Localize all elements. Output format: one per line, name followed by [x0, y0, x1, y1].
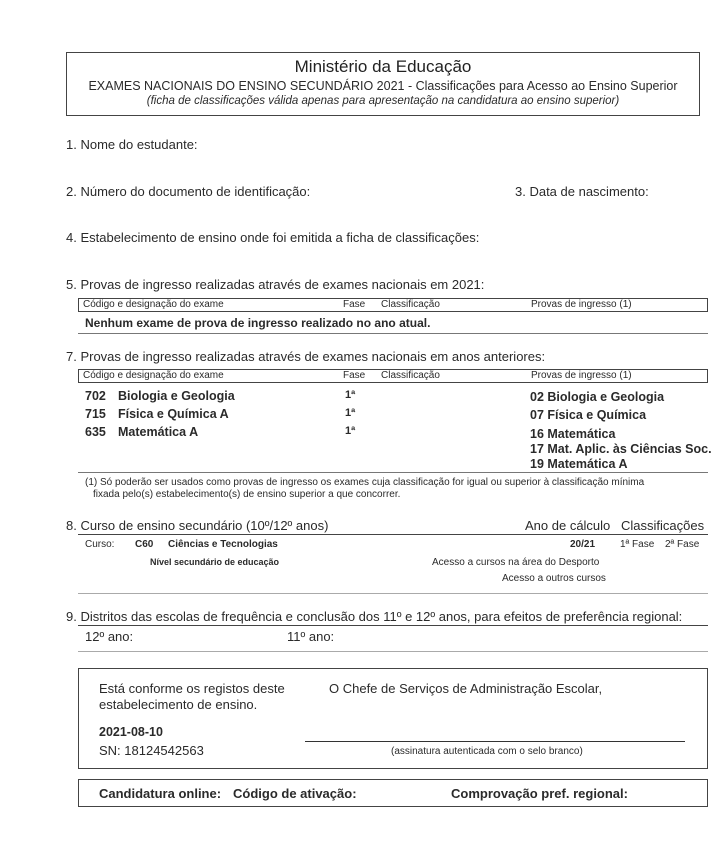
validity-note: (ficha de classificações válida apenas para apresentação na candidatura ao ensino superior) [146, 95, 620, 107]
field-student-name: 1. Nome do estudante: [66, 137, 198, 152]
field-id-number: 2. Número do documento de identificação: [66, 184, 311, 199]
col-classificacao: Classificação [381, 299, 440, 310]
field-birth-date: 3. Data de nascimento: [515, 184, 649, 199]
classificacoes-label: Classificações [621, 518, 705, 533]
section5-title: 5. Provas de ingresso realizadas através de exames nacionais em 2021: [66, 277, 485, 292]
curso-label: Curso: [85, 539, 115, 550]
section7-header-row [78, 369, 708, 383]
document-header [66, 52, 700, 116]
section8-title: 8. Curso de ensino secundário (10º/12º anos) [66, 518, 329, 533]
ano11-label: 11º ano: [287, 629, 335, 644]
col-fase: Fase [343, 370, 366, 381]
ministry-title: Ministério da Educação [294, 57, 472, 76]
curso-code: C60 [135, 539, 154, 550]
comprovacao-label: Comprovação pref. regional: [451, 786, 628, 801]
divider [78, 593, 708, 594]
codigo-ativacao-label: Código de ativação: [233, 786, 357, 801]
col-exam: Código e designação do exame [83, 299, 224, 310]
fase2-label: 2ª Fase [665, 539, 700, 550]
curso-name: Ciências e Tecnologias [168, 539, 278, 550]
divider [78, 651, 708, 652]
section7-title: 7. Provas de ingresso realizadas através de exames nacionais em anos anteriores: [66, 349, 546, 364]
nivel-label: Nível secundário de educação [150, 557, 280, 567]
issue-date: 2021-08-10 [99, 725, 163, 739]
col-classificacao: Classificação [381, 370, 440, 381]
col-fase: Fase [343, 299, 366, 310]
signature-caption: (assinatura autenticada com o selo branco) [391, 746, 583, 757]
field-school: 4. Estabelecimento de ensino onde foi emitida a ficha de classificações: [66, 230, 480, 245]
serial-number: SN: 18124542563 [99, 743, 204, 758]
chefe-servicos: O Chefe de Serviços de Administração Escolar, [329, 681, 603, 696]
footnote-line-2: fixada pelo(s) estabelecimento(s) de ensino superior a que concorrer. [93, 489, 401, 500]
fase1-label: 1ª Fase [620, 539, 655, 550]
section5-header-row [78, 298, 708, 312]
col-provas: Provas de ingresso (1) [531, 370, 632, 381]
conforme-line-2: estabelecimento de ensino. [99, 697, 258, 712]
ano12-label: 12º ano: [85, 629, 134, 644]
exam-subtitle: EXAMES NACIONAIS DO ENSINO SECUNDÁRIO 2021 - Classificações para Acesso ao Ensino Superior [88, 79, 678, 93]
acesso-desporto: Acesso a cursos na área do Desporto [432, 557, 600, 568]
signature-box [78, 668, 708, 769]
divider [78, 625, 708, 626]
candidatura-box [78, 779, 708, 807]
section9-title: 9. Distritos das escolas de frequência e conclusão dos 11º e 12º anos, para efeitos de preferência regional: [66, 609, 683, 624]
footnote-line-1: (1) Só poderão ser usados como provas de ingresso os exames cuja classificação for igual ou superior à classificação mínima [85, 477, 645, 488]
ano-value: 20/21 [570, 539, 596, 550]
candidatura-online-label: Candidatura online: [99, 786, 222, 801]
acesso-outros: Acesso a outros cursos [502, 573, 606, 584]
col-exam: Código e designação do exame [83, 370, 224, 381]
divider [78, 333, 708, 334]
divider [78, 534, 708, 535]
section5-empty-message: Nenhum exame de prova de ingresso realizado no ano atual. [85, 316, 431, 330]
divider [78, 472, 708, 473]
conforme-line-1: Está conforme os registos deste [99, 681, 285, 696]
col-provas: Provas de ingresso (1) [531, 299, 632, 310]
signature-line [305, 741, 685, 742]
ano-calculo-label: Ano de cálculo [525, 518, 611, 533]
